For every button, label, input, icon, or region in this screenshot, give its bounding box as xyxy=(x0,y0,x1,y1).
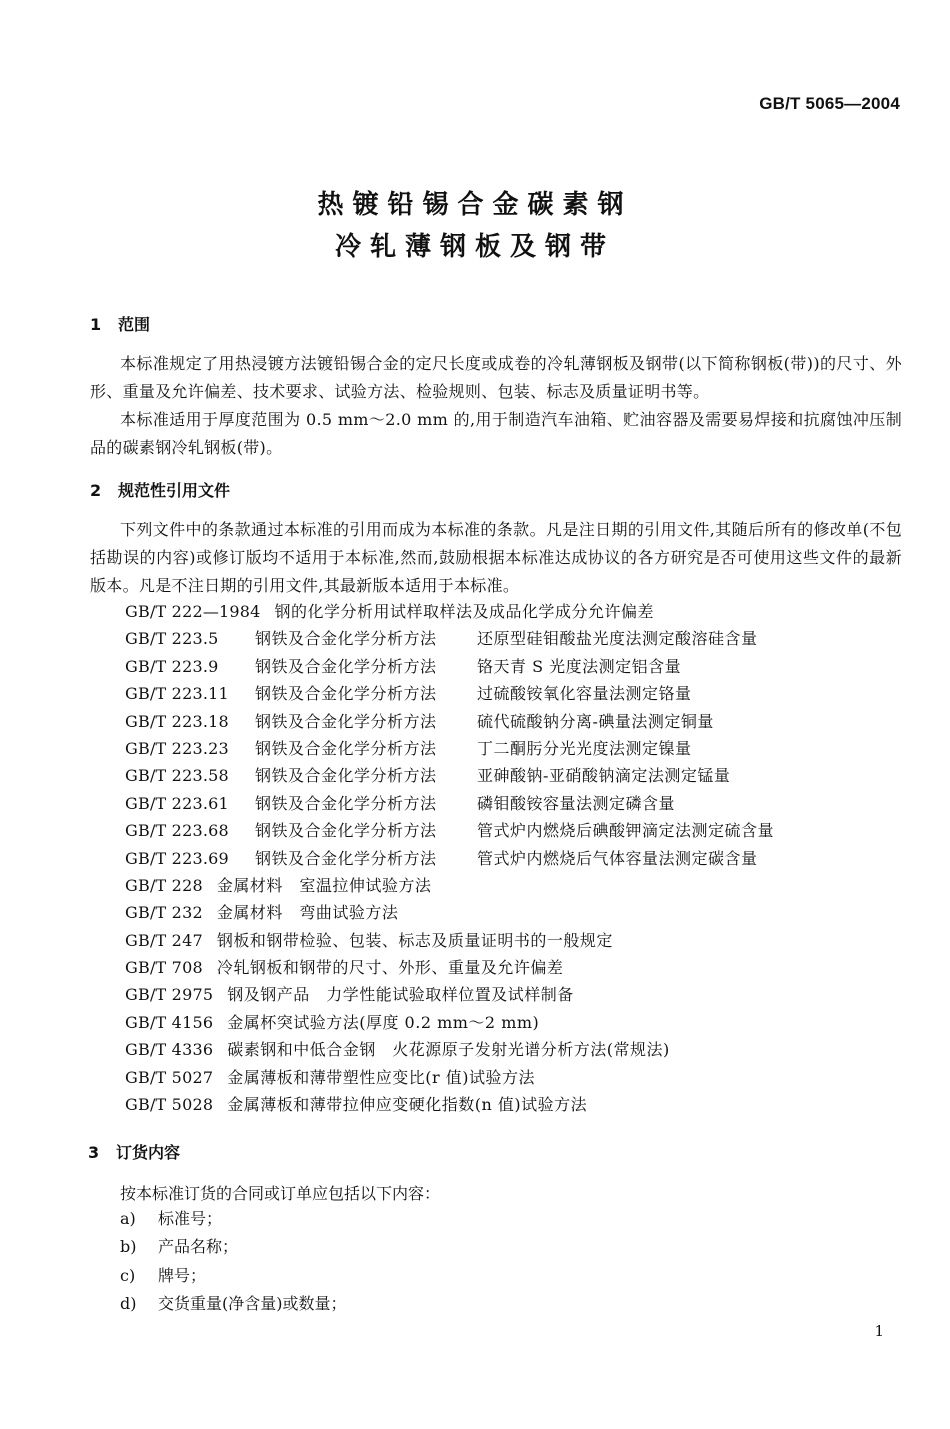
reference-code: GB/T 223.9 xyxy=(125,656,219,676)
reference-item xyxy=(125,872,925,899)
section-3-heading xyxy=(88,1140,180,1163)
reference-method: 铬天青 S 光度法测定铝含量 xyxy=(477,656,682,676)
reference-code: GB/T 223.23 xyxy=(125,738,229,758)
reference-item xyxy=(125,817,925,844)
reference-item xyxy=(125,981,925,1008)
reference-code: GB/T 223.69 xyxy=(125,848,229,868)
list-item xyxy=(120,1290,347,1318)
section-2-intro: 下列文件中的条款通过本标准的引用而成为本标准的条款。凡是注日期的引用文件,其随后所有的修改单(不包括勘误的内容)或修订版均不适用于本标准,然而,鼓励根据本标准达成协议的各方研究是否可使用这些文件的最新版本。凡是不注日期的引用文件,其最新版本适用于本标准。 xyxy=(90,520,902,595)
reference-code: GB/T 232 xyxy=(125,903,203,923)
reference-title: 钢铁及合金化学分析方法 xyxy=(255,793,437,813)
section-1-paragraph-1: 本标准规定了用热浸镀方法镀铅锡合金的定尺长度或成卷的冷轧薄钢板及钢带(以下简称钢板(带))的尺寸、外形、重量及允许偏差、技术要求、试验方法、检验规则、包装、标志及质量证明书等。 xyxy=(90,354,902,401)
reference-title: 钢铁及合金化学分析方法 xyxy=(255,848,437,868)
reference-code: GB/T 228 xyxy=(125,875,203,895)
reference-item xyxy=(125,625,925,652)
reference-code: GB/T 223.58 xyxy=(125,766,229,786)
reference-item xyxy=(125,762,925,789)
reference-code: GB/T 223.11 xyxy=(125,684,229,704)
reference-title: 钢铁及合金化学分析方法 xyxy=(255,629,437,649)
reference-title: 钢板和钢带检验、包装、标志及质量证明书的一般规定 xyxy=(216,930,613,950)
reference-item xyxy=(125,680,925,707)
reference-code: GB/T 222—1984 xyxy=(125,602,261,621)
reference-title: 钢铁及合金化学分析方法 xyxy=(255,738,437,758)
reference-code: GB/T 4336 xyxy=(125,1040,214,1060)
reference-method: 丁二酮肟分光光度法测定镍量 xyxy=(477,738,692,758)
reference-method: 亚砷酸钠-亚硝酸钠滴定法测定锰量 xyxy=(477,766,731,786)
reference-item xyxy=(125,1009,925,1036)
reference-code: GB/T 223.61 xyxy=(125,793,229,813)
order-content-list xyxy=(120,1205,347,1318)
section-number: 1 xyxy=(90,315,102,334)
reference-code: GB/T 223.5 xyxy=(125,629,219,649)
reference-title: 钢铁及合金化学分析方法 xyxy=(255,684,437,704)
list-marker: d) xyxy=(120,1293,137,1313)
reference-code: GB/T 223.68 xyxy=(125,821,229,841)
section-3-intro: 按本标准订货的合同或订单应包括以下内容： xyxy=(120,1184,441,1203)
reference-item xyxy=(125,653,925,680)
reference-method: 还原型硅钼酸盐光度法测定酸溶硅含量 xyxy=(477,629,758,649)
reference-item xyxy=(125,1036,925,1063)
reference-title: 钢铁及合金化学分析方法 xyxy=(255,656,437,676)
reference-item xyxy=(125,708,925,735)
reference-item xyxy=(125,845,925,872)
section-title: 订货内容 xyxy=(116,1143,181,1162)
document-title-line-1: 热镀铅锡合金碳素钢 xyxy=(317,190,633,220)
reference-title: 金属杯突试验方法(厚度 0.2 mm～2 mm) xyxy=(227,1012,540,1032)
reference-code: GB/T 247 xyxy=(125,930,203,950)
list-item xyxy=(120,1233,347,1261)
reference-item xyxy=(125,598,925,625)
section-title: 范围 xyxy=(118,315,151,334)
reference-method: 硫代硫酸钠分离-碘量法测定铜量 xyxy=(477,711,714,731)
reference-item xyxy=(125,899,925,926)
reference-method: 管式炉内燃烧后气体容量法测定碳含量 xyxy=(477,848,758,868)
reference-title: 金属材料 弯曲试验方法 xyxy=(216,903,399,923)
list-item xyxy=(120,1205,347,1233)
section-1-heading xyxy=(90,312,150,335)
reference-code: GB/T 5027 xyxy=(125,1067,214,1087)
reference-title: 钢铁及合金化学分析方法 xyxy=(255,821,437,841)
list-item-text: 标准号； xyxy=(158,1209,223,1228)
reference-title: 钢铁及合金化学分析方法 xyxy=(255,711,437,731)
reference-item xyxy=(125,954,925,981)
section-title: 规范性引用文件 xyxy=(118,481,231,500)
list-marker: a) xyxy=(120,1209,136,1228)
reference-code: GB/T 708 xyxy=(125,958,203,978)
list-item-text: 交货重量(净含量)或数量； xyxy=(158,1293,347,1313)
reference-method: 管式炉内燃烧后碘酸钾滴定法测定硫含量 xyxy=(477,821,775,841)
reference-method: 磷钼酸铵容量法测定磷含量 xyxy=(477,793,676,813)
reference-code: GB/T 223.18 xyxy=(125,711,229,731)
reference-title: 冷轧钢板和钢带的尺寸、外形、重量及允许偏差 xyxy=(216,958,564,978)
reference-code: GB/T 2975 xyxy=(125,985,214,1005)
reference-title: 钢及钢产品 力学性能试验取样位置及试样制备 xyxy=(227,985,574,1005)
list-marker: c) xyxy=(120,1265,136,1285)
reference-item xyxy=(125,790,925,817)
reference-title: 碳素钢和中低合金钢 火花源原子发射光谱分析方法(常规法) xyxy=(227,1040,670,1060)
reference-method: 过硫酸铵氧化容量法测定铬量 xyxy=(477,684,692,704)
normative-references-list xyxy=(125,598,925,1118)
reference-item xyxy=(125,927,925,954)
page-number: 1 xyxy=(874,1322,884,1340)
list-item-text: 产品名称； xyxy=(158,1237,239,1257)
section-2-heading xyxy=(90,478,230,501)
list-marker: b) xyxy=(120,1237,137,1257)
section-number: 2 xyxy=(90,481,102,500)
list-item-text: 牌号； xyxy=(158,1265,207,1285)
reference-title: 钢的化学分析用试样取样法及成品化学成分允许偏差 xyxy=(274,602,655,621)
reference-item xyxy=(125,735,925,762)
reference-title: 钢铁及合金化学分析方法 xyxy=(255,766,437,786)
reference-code: GB/T 4156 xyxy=(125,1012,214,1032)
section-1-paragraph-2: 本标准适用于厚度范围为 0.5 mm～2.0 mm 的,用于制造汽车油箱、贮油容器及需要易焊接和抗腐蚀冲压制品的碳素钢冷轧钢板(带)。 xyxy=(90,410,902,457)
reference-code: GB/T 5028 xyxy=(125,1095,214,1115)
standard-number: GB/T 5065—2004 xyxy=(759,94,900,113)
reference-title: 金属薄板和薄带拉伸应变硬化指数(n 值)试验方法 xyxy=(227,1095,588,1115)
section-number: 3 xyxy=(88,1143,100,1162)
list-item xyxy=(120,1262,347,1290)
reference-item xyxy=(125,1091,925,1118)
reference-title: 金属薄板和薄带塑性应变比(r 值)试验方法 xyxy=(227,1067,535,1087)
document-title-line-2: 冷轧薄钢板及钢带 xyxy=(334,232,615,262)
reference-title: 金属材料 室温拉伸试验方法 xyxy=(216,875,432,895)
reference-item xyxy=(125,1064,925,1091)
